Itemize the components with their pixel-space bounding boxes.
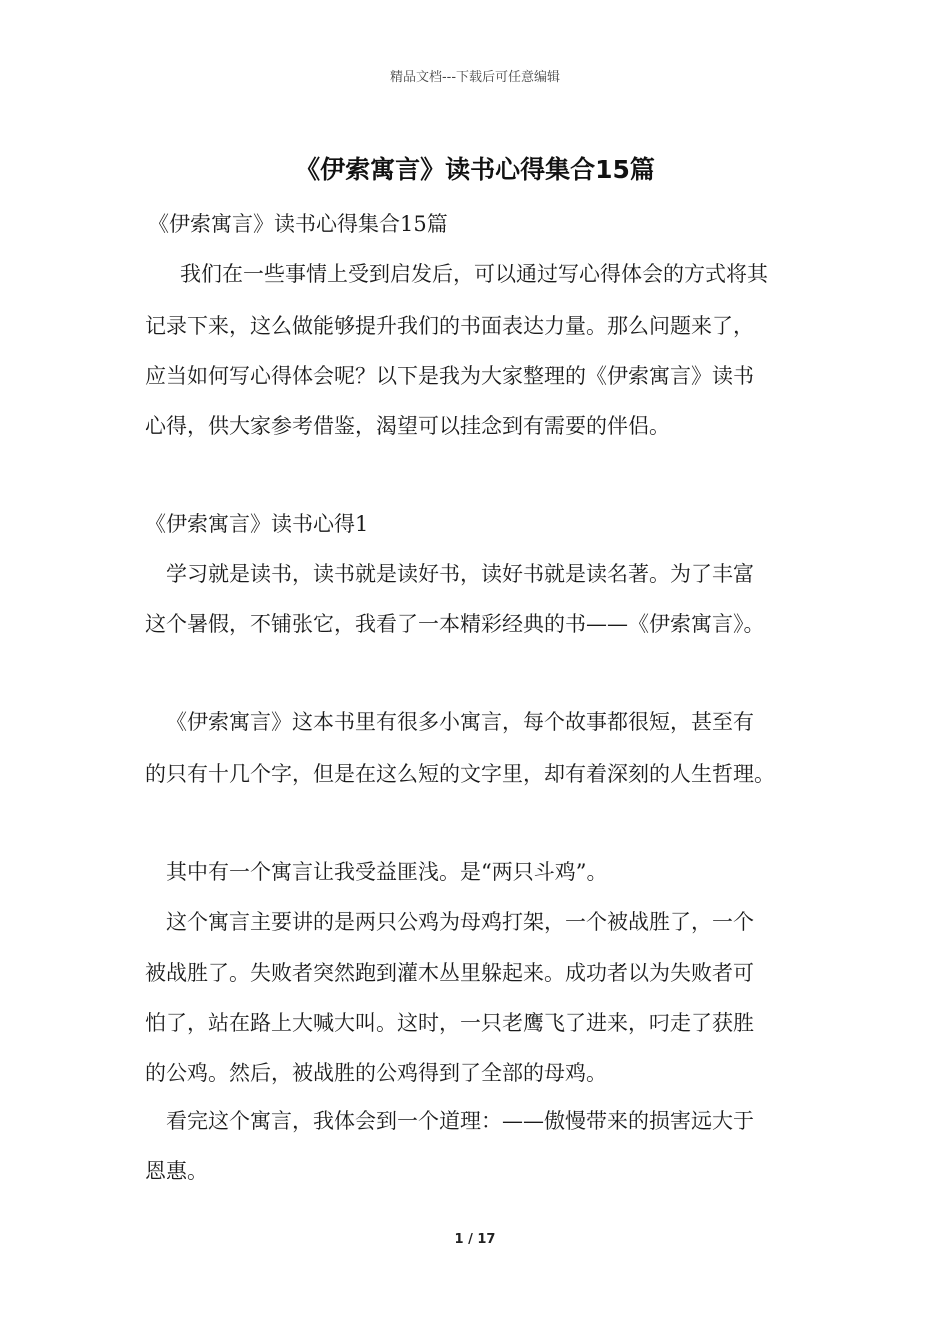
para1-line-1: 学习就是读书，读书就是读好书，读好书就是读名著。为了丰富 (166, 562, 754, 586)
document-title: 《伊索寓言》读书心得集合15篇 (295, 155, 655, 184)
para2-line-2: 的只有十几个字，但是在这么短的文字里，却有着深刻的人生哲理。 (145, 762, 775, 786)
para5-line-1: 看完这个寓言，我体会到一个道理：——傲慢带来的损害远大于 (166, 1109, 754, 1133)
intro-line-1: 我们在一些事情上受到启发后，可以通过写心得体会的方式将其 (180, 262, 768, 286)
page-header: 精品文档---下载后可任意编辑 (389, 70, 561, 85)
intro-line-4: 心得，供大家参考借鉴，渴望可以挂念到有需要的伴侣。 (145, 414, 670, 438)
para4-line-1: 这个寓言主要讲的是两只公鸡为母鸡打架，一个被战胜了，一个 (166, 910, 754, 934)
para4-line-2: 被战胜了。失败者突然跑到灌木丛里躲起来。成功者以为失败者可 (145, 961, 754, 985)
intro-line-2: 记录下来，这么做能够提升我们的书面表达力量。那么问题来了， (145, 314, 754, 338)
page-number: 1 / 17 (454, 1232, 496, 1247)
para1-line-2: 这个暑假，不铺张它，我看了一本精彩经典的书——《伊索寓言》。 (145, 612, 765, 636)
intro-line-3: 应当如何写心得体会呢？以下是我为大家整理的《伊索寓言》读书 (145, 364, 754, 388)
para4-line-3: 怕了，站在路上大喊大叫。这时，一只老鹰飞了进来，叼走了获胜 (145, 1011, 754, 1035)
para5-line-2: 恩惠。 (145, 1159, 208, 1183)
subtitle-line: 《伊索寓言》读书心得集合15篇 (148, 212, 448, 236)
para4-line-4: 的公鸡。然后，被战胜的公鸡得到了全部的母鸡。 (145, 1061, 607, 1085)
para3-line-1: 其中有一个寓言让我受益匪浅。是“两只斗鸡”。 (166, 860, 608, 884)
section-heading-1: 《伊索寓言》读书心得1 (145, 512, 369, 536)
para2-line-1: 《伊索寓言》这本书里有很多小寓言，每个故事都很短，甚至有 (166, 710, 754, 734)
